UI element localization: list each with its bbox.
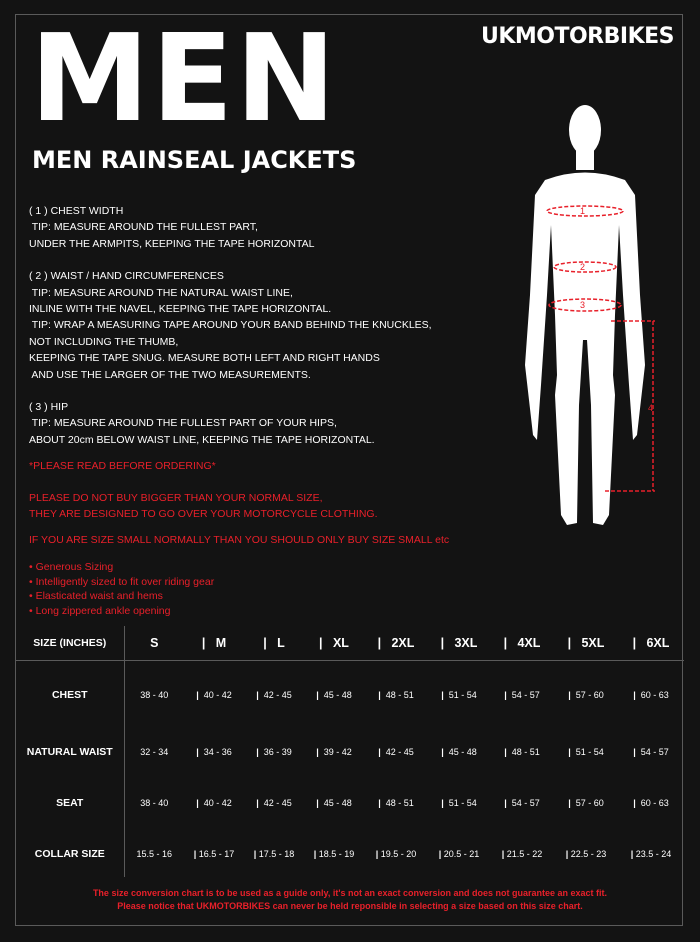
table-cell: | 36 - 39 [256, 747, 292, 757]
table-row [16, 729, 684, 775]
measuring-instructions [29, 203, 499, 448]
waist-tip-line: TIP: MEASURE AROUND THE NATURAL WAIST LINE, [29, 286, 293, 299]
size-column-header: S [124, 626, 184, 661]
size-column-header: | 5XL [554, 626, 618, 661]
table-cell: | 54 - 57 [504, 798, 540, 808]
body-measurement-figure [505, 95, 665, 535]
table-cell: | 18.5 - 19 [313, 849, 355, 859]
size-column-header: | 3XL [428, 626, 490, 661]
table-cell: 32 - 34 [140, 747, 169, 757]
row-label-seat: SEAT [16, 775, 124, 831]
size-column-header: | 2XL [364, 626, 428, 661]
disclaimer-line: Please notice that UKMOTORBIKES can never be held reponsible in selecting a size based on this size chart. [117, 901, 583, 911]
table-row [16, 831, 684, 877]
size-column-header: | M [184, 626, 244, 661]
size-warning-line: THEY ARE DESIGNED TO GO OVER YOUR MOTORCYCLE CLOTHING. [29, 508, 378, 520]
table-cell: | 34 - 36 [196, 747, 232, 757]
chest-tip-line: TIP: MEASURE AROUND THE FULLEST PART, [29, 221, 258, 234]
waist-tip-line: KEEPING THE TAPE SNUG. MEASURE BOTH LEFT AND RIGHT HANDS [29, 352, 380, 365]
measure-label: 1 [580, 206, 586, 216]
read-before-notice [29, 458, 509, 474]
table-cell: | 51 - 54 [441, 690, 477, 700]
measure-label: 4 [648, 403, 654, 413]
read-before-text: *PLEASE READ BEFORE ORDERING* [29, 460, 216, 472]
table-cell: | 16.5 - 17 [193, 849, 235, 859]
waist-tip-line: AND USE THE LARGER OF THE TWO MEASUREMENTS. [29, 368, 311, 381]
table-cell: 38 - 40 [140, 798, 169, 808]
table-cell: 38 - 40 [140, 690, 169, 700]
measure-label: 2 [580, 262, 586, 272]
row-label-chest: CHEST [16, 661, 124, 730]
table-cell: | 45 - 48 [316, 690, 352, 700]
size-header-label: SIZE (INCHES) [16, 626, 124, 661]
feature-item: • Elasticated waist and hems [29, 590, 163, 603]
small-size-text: IF YOU ARE SIZE SMALL NORMALLY THAN YOU SHOULD ONLY BUY SIZE SMALL etc [29, 534, 450, 546]
size-column-header: | L [244, 626, 304, 661]
chest-heading: ( 1 ) CHEST WIDTH [29, 205, 124, 217]
size-column-header: | 4XL [490, 626, 554, 661]
page-title: MEN [30, 10, 338, 149]
table-cell: | 40 - 42 [196, 690, 232, 700]
waist-tip-line: TIP: WRAP A MEASURING TAPE AROUND YOUR BAND BEHIND THE KNUCKLES, [29, 319, 432, 332]
table-cell: | 60 - 63 [633, 690, 669, 700]
table-cell: | 42 - 45 [378, 747, 414, 757]
feature-item: • Generous Sizing [29, 561, 114, 573]
row-label-natural-waist: NATURAL WAIST [16, 729, 124, 775]
table-cell: | 23.5 - 24 [630, 849, 672, 859]
feature-item: • Long zippered ankle opening [29, 604, 171, 617]
table-header-row [16, 626, 684, 661]
table-cell: | 40 - 42 [196, 798, 232, 808]
hip-tip-line: TIP: MEASURE AROUND THE FULLEST PART OF YOUR HIPS, [29, 417, 337, 430]
table-cell: | 54 - 57 [504, 690, 540, 700]
size-warning-line: PLEASE DO NOT BUY BIGGER THAN YOUR NORMAL SIZE, [29, 492, 323, 504]
table-row [16, 775, 684, 831]
size-warning [29, 490, 509, 522]
table-cell: | 60 - 63 [633, 798, 669, 808]
table-cell: | 17.5 - 18 [253, 849, 295, 859]
table-cell: | 57 - 60 [568, 690, 604, 700]
waist-tip-line: INLINE WITH THE NAVEL, KEEPING THE TAPE HORIZONTAL. [29, 303, 332, 316]
table-cell: | 48 - 51 [378, 690, 414, 700]
size-column-header: | 6XL [618, 626, 684, 661]
feature-list [29, 560, 214, 618]
row-label-collar-size: COLLAR SIZE [16, 831, 124, 877]
hip-heading: ( 3 ) HIP [29, 401, 69, 414]
disclaimer-line: The size conversion chart is to be used as a guide only, it's not an exact conversion and does not guarantee an exact fit. [92, 888, 608, 898]
table-cell: 15.5 - 16 [136, 849, 173, 859]
disclaimer [0, 887, 700, 913]
table-cell: | 48 - 51 [504, 747, 540, 757]
waist-heading: ( 2 ) WAIST / HAND CIRCUMFERENCES [29, 270, 224, 283]
human-silhouette [525, 105, 645, 525]
table-cell: | 21.5 - 22 [501, 849, 543, 859]
hip-tip-line: ABOUT 20cm BELOW WAIST LINE, KEEPING THE TAPE HORIZONTAL. [29, 433, 375, 446]
measure-label: 3 [580, 300, 586, 310]
table-cell: | 51 - 54 [441, 798, 477, 808]
table-row [16, 661, 684, 730]
waist-tip-line: NOT INCLUDING THE THUMB, [29, 335, 179, 348]
table-cell: | 45 - 48 [316, 798, 352, 808]
small-size-note [29, 532, 509, 548]
table-cell: | 22.5 - 23 [565, 849, 607, 859]
table-cell: | 54 - 57 [633, 747, 669, 757]
table-cell: | 39 - 42 [316, 747, 352, 757]
size-chart-table [16, 626, 684, 877]
size-column-header: | XL [304, 626, 364, 661]
brand-logo: UKMOTORBIKES [480, 24, 674, 49]
table-cell: | 20.5 - 21 [438, 849, 480, 859]
chest-tip-line: UNDER THE ARMPITS, KEEPING THE TAPE HORIZONTAL [29, 237, 315, 250]
feature-item: • Intelligently sized to fit over riding gear [29, 575, 215, 588]
page-subtitle: MEN RAINSEAL JACKETS [32, 146, 357, 174]
table-cell: | 42 - 45 [256, 798, 292, 808]
table-cell: | 57 - 60 [568, 798, 604, 808]
table-cell: | 19.5 - 20 [375, 849, 417, 859]
table-cell: | 45 - 48 [441, 747, 477, 757]
table-cell: | 42 - 45 [256, 690, 292, 700]
table-cell: | 48 - 51 [378, 798, 414, 808]
table-cell: | 51 - 54 [568, 747, 604, 757]
